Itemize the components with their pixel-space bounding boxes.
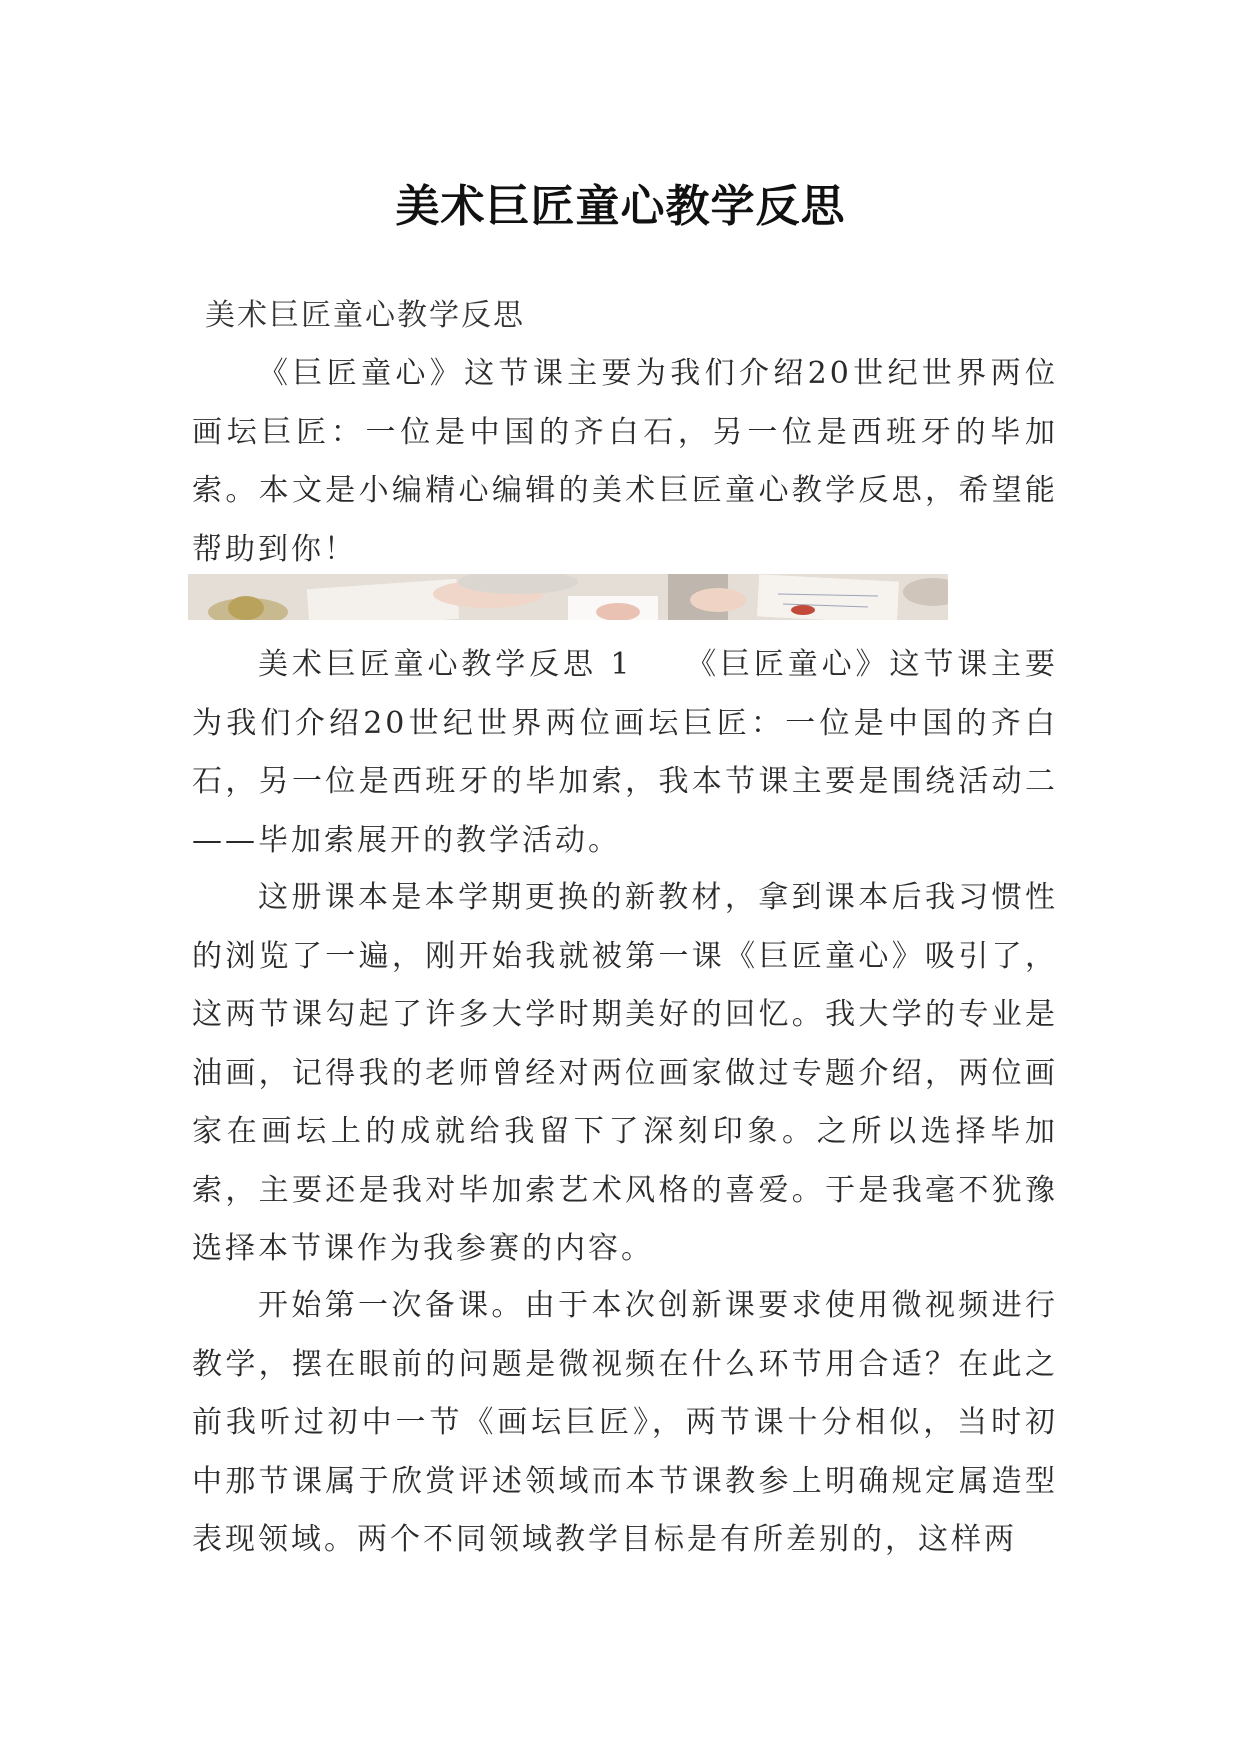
page-title: 美术巨匠童心教学反思 — [395, 181, 846, 233]
document-subtitle: 美术巨匠童心教学反思 — [205, 298, 525, 333]
classroom-photo-illustration — [188, 574, 948, 620]
paragraph-1: 美术巨匠童心教学反思 1 《巨匠童心》这节课主要为我们介绍20世纪世界两位画坛巨匠：一位是中国的齐白石，另一位是西班牙的毕加索，我本节课主要是围绕活动二——毕加索展开的教学活动。 — [192, 647, 1058, 858]
paragraph-2: 这册课本是本学期更换的新教材，拿到课本后我习惯性的浏览了一遍，刚开始我就被第一课《巨匠童心》吸引了，这两节课勾起了许多大学时期美好的回忆。我大学的专业是油画，记得我的老师曾经对两位画家做过专题介绍，两位画家在画坛上的成就给我留下了深刻印象。之所以选择毕加索，主要还是我对毕加索艺术风格的喜爱。于是我毫不犹豫选择本节课作为我参赛的内容。 — [192, 880, 1058, 1266]
paragraph-3: 开始第一次备课。由于本次创新课要求使用微视频进行教学，摆在眼前的问题是微视频在什么环节用合适？在此之前我听过初中一节《画坛巨匠》，两节课十分相似，当时初中那节课属于欣赏评述领域而本节课教参上明确规定属造型表现领域。两个不同领域教学目标是有所差别的，这样两 — [192, 1288, 1058, 1557]
intro-paragraph: 《巨匠童心》这节课主要为我们介绍20世纪世界两位画坛巨匠：一位是中国的齐白石，另一位是西班牙的毕加索。本文是小编精心编辑的美术巨匠童心教学反思，希望能帮助到你！ — [192, 356, 1058, 567]
classroom-photo — [188, 574, 948, 620]
